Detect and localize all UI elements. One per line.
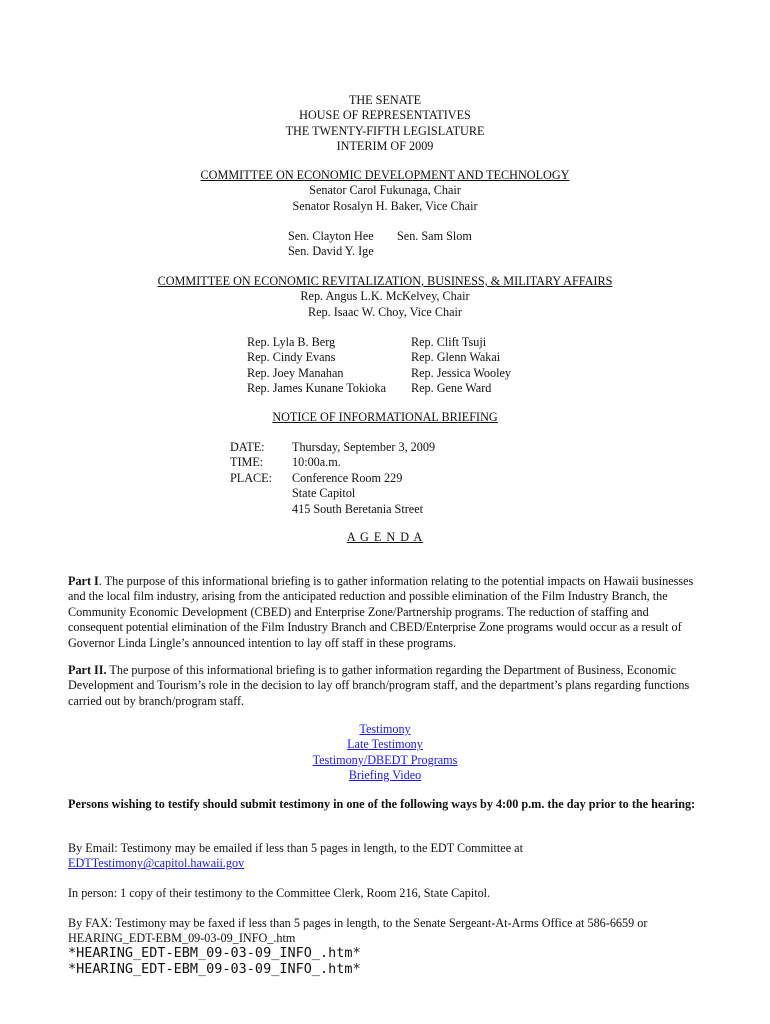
document-links bbox=[0, 722, 770, 784]
fax-instructions bbox=[68, 916, 704, 947]
ebm-member: Rep. James Kunane Tokioka bbox=[247, 381, 387, 396]
agenda-title: A G E N D A bbox=[346, 530, 424, 544]
ebm-committee-title: COMMITTEE ON ECONOMIC REVITALIZATION, BUSINESS, & MILITARY AFFAIRS bbox=[157, 274, 613, 288]
barcode-line: *HEARING_EDT-EBM_09-03-09_INFO_.htm* bbox=[68, 945, 361, 961]
place-row bbox=[230, 471, 530, 517]
header-legislature: THE TWENTY-FIFTH LEGISLATURE bbox=[285, 123, 485, 138]
date-row bbox=[230, 440, 530, 455]
part-1-paragraph bbox=[68, 574, 704, 651]
date-value: Thursday, September 3, 2009 bbox=[292, 440, 436, 454]
edt-member: Sen. Sam Slom bbox=[397, 229, 472, 243]
fax-filename: HEARING_EDT-EBM_09-03-09_INFO_.htm bbox=[68, 931, 296, 946]
document-header bbox=[0, 93, 770, 155]
ebm-member: Rep. Glenn Wakai bbox=[411, 350, 501, 365]
ebm-chair: Rep. Angus L.K. McKelvey, Chair bbox=[300, 289, 470, 304]
testimony-instructions: Persons wishing to testify should submit testimony in one of the following ways by 4:00 p.m. the day prior to the hearing: bbox=[68, 797, 696, 811]
time-value: 10:00a.m. bbox=[292, 455, 341, 470]
part-1-text: . The purpose of this informational briefing is to gather information relating to the potential impacts on Hawaii businesses and the local film industry, arising from the anticipated reduction and possible elimination of the Film Industry Branch, the Community Economic Development (CBED) and Enterprise Zone/Partnership programs. The reduction of staffing and consequent potential elimination of the Film Industry Branch and CBED/Enterprise Zone programs would occur as a result of Governor Linda Lingle’s announced intention to lay off staff in these programs. bbox=[68, 574, 694, 650]
ebm-member: Rep. Joey Manahan bbox=[247, 365, 344, 380]
header-senate: THE SENATE bbox=[348, 93, 422, 107]
ebm-committee bbox=[0, 274, 770, 320]
edt-committee bbox=[0, 168, 770, 214]
place-value bbox=[292, 471, 423, 517]
edt-member: Sen. David Y. Ige bbox=[288, 244, 374, 259]
ebm-member: Rep. Cindy Evans bbox=[247, 350, 336, 365]
time-label: TIME: bbox=[230, 455, 264, 470]
testimony-link[interactable]: Testimony bbox=[359, 722, 411, 736]
ebm-vice-chair: Rep. Isaac W. Choy, Vice Chair bbox=[308, 304, 462, 319]
dbedt-testimony-link[interactable]: Testimony/DBEDT Programs bbox=[312, 752, 458, 767]
header-house: HOUSE OF REPRESENTATIVES bbox=[299, 108, 471, 123]
date-label: DATE: bbox=[230, 440, 265, 454]
header-interim: INTERIM OF 2009 bbox=[336, 139, 434, 154]
fax-text: By FAX: Testimony may be faxed if less than 5 pages in length, to the Senate Sergeant-At-Arms Office at 586-6659 or bbox=[68, 916, 648, 930]
edt-member-row bbox=[288, 229, 508, 244]
part-2-paragraph bbox=[68, 663, 704, 709]
email-instructions bbox=[68, 841, 704, 872]
ebm-members-right bbox=[411, 335, 511, 397]
ebm-members bbox=[247, 335, 547, 397]
time-row bbox=[230, 455, 530, 470]
in-person-instructions: In person: 1 copy of their testimony to the Committee Clerk, Room 216, State Capitol. bbox=[68, 886, 491, 900]
edt-chair: Senator Carol Fukunaga, Chair bbox=[309, 183, 461, 198]
barcode-line: *HEARING_EDT-EBM_09-03-09_INFO_.htm* bbox=[68, 960, 361, 977]
place-line: Conference Room 229 bbox=[292, 470, 403, 485]
briefing-video-link[interactable]: Briefing Video bbox=[348, 768, 422, 783]
place-line: 415 South Beretania Street bbox=[292, 501, 423, 516]
part-1-label: Part I bbox=[68, 574, 99, 588]
email-address-link[interactable]: EDTTestimony@capitol.hawaii.gov bbox=[68, 856, 245, 871]
edt-committee-title: COMMITTEE ON ECONOMIC DEVELOPMENT AND TECHNOLOGY bbox=[200, 168, 570, 182]
place-label: PLACE: bbox=[230, 470, 272, 485]
ebm-member: Rep. Gene Ward bbox=[411, 381, 492, 396]
edt-member-row bbox=[288, 244, 508, 259]
edt-members bbox=[288, 229, 508, 260]
part-2-label: Part II. bbox=[68, 663, 107, 677]
barcode-text bbox=[68, 946, 361, 977]
edt-vice-chair: Senator Rosalyn H. Baker, Vice Chair bbox=[292, 198, 478, 213]
ebm-members-left bbox=[247, 335, 411, 397]
ebm-member: Rep. Clift Tsuji bbox=[411, 335, 487, 349]
ebm-member: Rep. Lyla B. Berg bbox=[247, 335, 336, 349]
email-text: By Email: Testimony may be emailed if less than 5 pages in length, to the EDT Committee at bbox=[68, 841, 523, 855]
place-line: State Capitol bbox=[292, 486, 356, 501]
edt-member: Sen. Clayton Hee bbox=[288, 229, 374, 243]
briefing-details bbox=[230, 440, 530, 517]
ebm-member: Rep. Jessica Wooley bbox=[411, 365, 511, 380]
notice-title: NOTICE OF INFORMATIONAL BRIEFING bbox=[272, 410, 498, 424]
late-testimony-link[interactable]: Late Testimony bbox=[347, 737, 423, 752]
part-2-text: The purpose of this informational briefing is to gather information regarding the Department of Business, Economic Development and Tourism’s role in the decision to lay off branch/program staff, and the department’s plans regarding functions carried out by branch/program staff. bbox=[68, 663, 690, 708]
